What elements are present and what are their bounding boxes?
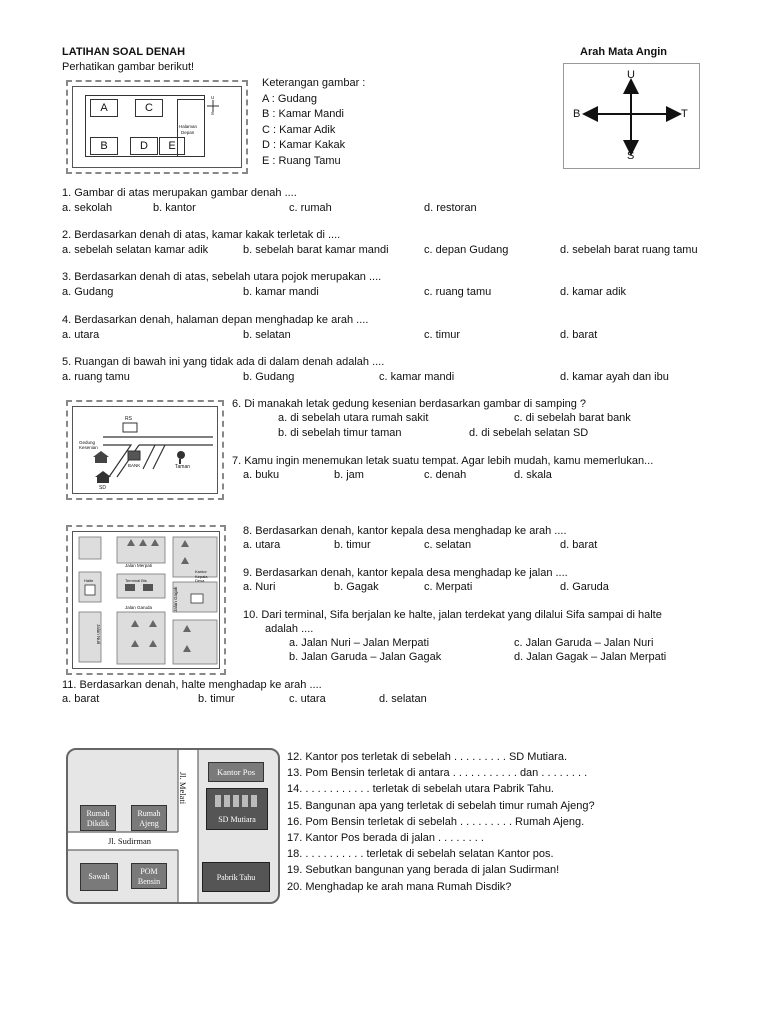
- option: c. denah: [424, 469, 467, 481]
- compass-north: U: [627, 69, 635, 81]
- page-title: LATIHAN SOAL DENAH: [62, 46, 186, 58]
- option: d. kamar ayah dan ibu: [560, 371, 669, 383]
- option: a. sekolah: [62, 202, 113, 214]
- garuda-road-label: Jalan Garuda: [125, 605, 153, 610]
- fill-question: 19. Sebutkan bangunan yang berada di jalan Sudirman!: [287, 864, 560, 877]
- fill-question: 14. . . . . . . . . . . . terletak di sebelah utara Pabrik Tahu.: [287, 783, 554, 796]
- option: a. sebelah selatan kamar adik: [62, 244, 209, 256]
- kantor-pos-building: Kantor Pos: [208, 762, 264, 782]
- question-10: 10. Dari terminal, Sifa berjalan ke halte, jalan terdekat yang dilalui Sifa sampai di halte: [243, 609, 662, 621]
- legend: [262, 76, 365, 169]
- village-blocks: [73, 532, 221, 670]
- rumah-dikdik-building: [80, 805, 116, 831]
- option: a. Nuri: [243, 581, 276, 593]
- option: b. Gudang: [243, 371, 295, 383]
- nuri-road-label: Jalan Nuri: [96, 624, 101, 645]
- compass-box: [563, 63, 700, 169]
- room-a: A: [90, 99, 118, 117]
- option: b. di sebelah timur taman: [278, 427, 402, 439]
- sd-mutiara-building: [206, 788, 268, 830]
- option: a. Jalan Nuri – Jalan Merpati: [289, 637, 430, 649]
- sd-mutiara-label: SD Mutiara: [218, 815, 256, 824]
- legend-title: Keterangan gambar :: [262, 77, 366, 89]
- rumah-dikdik-line: Rumah: [86, 809, 110, 818]
- rumah-ajeng-building: [131, 805, 167, 831]
- option: b. selatan: [243, 329, 291, 341]
- option: a. di sebelah utara rumah sakit: [278, 412, 429, 424]
- question-3: 3. Berdasarkan denah di atas, sebelah utara pojok merupakan ....: [62, 271, 382, 283]
- option: b. sebelah barat kamar mandi: [243, 244, 389, 256]
- fill-questions: [287, 749, 595, 895]
- pom-bensin-building: [131, 863, 167, 889]
- pom-bensin-line: Bensin: [137, 877, 161, 886]
- option: c. rumah: [289, 202, 332, 214]
- sawah-area: Sawah: [80, 863, 118, 891]
- fill-question: 18. . . . . . . . . . . terletak di sebelah selatan Kantor pos.: [287, 848, 554, 861]
- kantor-desa-line: Desa: [195, 578, 205, 583]
- option: d. selatan: [379, 693, 427, 705]
- jl-sudirman-label: Jl. Sudirman: [108, 836, 151, 846]
- legend-item: C : Kamar Adik: [262, 123, 336, 136]
- map2-bank-label: BANK: [128, 463, 141, 468]
- front-yard-label-1: Halaman: [179, 124, 198, 129]
- option: b. timur: [198, 693, 235, 705]
- option: a. utara: [62, 329, 100, 341]
- mini-compass-south: S: [211, 111, 215, 116]
- mini-compass-icon: [206, 100, 220, 112]
- option: c. Merpati: [424, 581, 473, 593]
- fill-question: 13. Pom Bensin terletak di antara . . . . . . . . . . . dan . . . . . . . .: [287, 767, 588, 780]
- option: c. depan Gudang: [424, 244, 509, 256]
- option: c. Jalan Garuda – Jalan Nuri: [514, 637, 654, 649]
- fill-question: 20. Menghadap ke arah mana Rumah Disdik?: [287, 880, 512, 893]
- question-4: 4. Berdasarkan denah, halaman depan menghadap ke arah ....: [62, 314, 369, 326]
- map2-taman-label: Taman: [175, 464, 191, 470]
- map2-rs-label: RS: [125, 416, 132, 422]
- option: c. kamar mandi: [379, 371, 455, 383]
- legend-item: A : Gudang: [262, 92, 318, 105]
- mini-compass-north: U: [211, 95, 215, 100]
- pom-bensin-line: POM: [140, 867, 158, 876]
- question-1: 1. Gambar di atas merupakan gambar denah ....: [62, 187, 297, 199]
- village-map: [66, 525, 226, 675]
- fill-question: 16. Pom Bensin terletak di sebelah . . . . . . . . . Rumah Ajeng.: [287, 815, 585, 828]
- rumah-dikdik-line: Dikdik: [86, 819, 110, 828]
- question-11: 11. Berdasarkan denah, halte menghadap ke arah ....: [62, 679, 322, 691]
- fill-question: 12. Kantor pos terletak di sebelah . . . . . . . . . SD Mutiara.: [287, 751, 568, 763]
- option: b. Jalan Garuda – Jalan Gagak: [289, 651, 442, 663]
- terminal-label: Terminal Bis: [125, 578, 147, 583]
- option: b. kantor: [153, 202, 196, 214]
- option: d. di sebelah selatan SD: [469, 427, 589, 439]
- option: a. Gudang: [62, 286, 114, 298]
- option: d. kamar adik: [560, 286, 627, 298]
- room-c: C: [135, 99, 163, 117]
- question-10-cont: adalah ....: [265, 623, 314, 635]
- kantor-desa-label: [195, 570, 207, 584]
- option: d. barat: [560, 539, 598, 551]
- fill-question: 15. Bangunan apa yang terletak di sebelah timur rumah Ajeng?: [287, 799, 595, 812]
- option: b. timur: [334, 539, 371, 551]
- option: b. kamar mandi: [243, 286, 319, 298]
- option: b. jam: [334, 469, 364, 481]
- school-windows: [215, 795, 259, 807]
- question-2: 2. Berdasarkan denah di atas, kamar kakak terletak di ....: [62, 229, 341, 241]
- halte-label: Halte: [84, 578, 94, 583]
- legend-item: B : Kamar Mandi: [262, 108, 344, 120]
- pabrik-tahu-label: Pabrik Tahu: [216, 873, 256, 882]
- town-roads: [73, 407, 219, 495]
- merpati-road-label: Jalan Merpati: [125, 563, 153, 568]
- neighborhood-map: [66, 748, 280, 904]
- compass-east: T: [681, 108, 688, 120]
- option: a. ruang tamu: [62, 371, 130, 383]
- jl-melati-label: Jl. Melati: [178, 772, 188, 805]
- map2-sd-label: SD: [99, 485, 106, 491]
- question-8: 8. Berdasarkan denah, kantor kepala desa menghadap ke arah ....: [243, 525, 567, 537]
- option: c. utara: [289, 693, 326, 705]
- option: c. timur: [424, 329, 461, 341]
- compass-south: S: [627, 150, 635, 162]
- map2-kesenian-line: Gedung: [79, 440, 96, 445]
- town-map: [66, 400, 224, 500]
- compass-title: Arah Mata Angin: [580, 46, 667, 58]
- compass-west: B: [573, 108, 581, 120]
- map2-kesenian-line: Kesenian: [79, 445, 98, 450]
- option: b. Gagak: [334, 581, 379, 593]
- option: a. barat: [62, 693, 100, 705]
- option: d. barat: [560, 329, 598, 341]
- option: d. restoran: [424, 202, 477, 214]
- question-5: 5. Ruangan di bawah ini yang tidak ada di dalam denah adalah ....: [62, 356, 385, 368]
- room-e: E: [159, 137, 185, 155]
- rumah-ajeng-line: Rumah: [137, 809, 161, 818]
- option: c. di sebelah barat bank: [514, 412, 631, 424]
- question-6: 6. Di manakah letak gedung kesenian berdasarkan gambar di samping ?: [232, 398, 587, 410]
- rumah-ajeng-line: Ajeng: [139, 819, 159, 828]
- pabrik-tahu-building: [202, 862, 270, 892]
- option: a. buku: [243, 469, 280, 481]
- house-floor-plan: [66, 80, 248, 174]
- option: c. ruang tamu: [424, 286, 492, 298]
- option: d. Garuda: [560, 581, 609, 593]
- room-d: D: [130, 137, 158, 155]
- kantor-desa-line: Kepala: [195, 573, 208, 579]
- kantor-desa-line: Kantor: [195, 569, 207, 574]
- fill-question: 17. Kantor Pos berada di jalan . . . . . . . .: [287, 832, 484, 845]
- front-yard: [177, 99, 205, 157]
- question-9: 9. Berdasarkan denah, kantor kepala desa menghadap ke jalan ....: [243, 567, 568, 579]
- question-7: 7. Kamu ingin menemukan letak suatu tempat. Agar lebih mudah, kamu memerlukan...: [232, 455, 654, 467]
- option: c. selatan: [424, 539, 472, 551]
- front-yard-label-2: Depan: [181, 130, 195, 135]
- gagak-road-label: Jalan Gagak: [173, 586, 178, 612]
- room-b: B: [90, 137, 118, 155]
- option: a. utara: [243, 539, 281, 551]
- legend-item: E : Ruang Tamu: [262, 154, 341, 167]
- intro-text: Perhatikan gambar berikut!: [62, 61, 195, 73]
- map2-kesenian-label: [79, 440, 98, 450]
- option: d. Jalan Gagak – Jalan Merpati: [514, 651, 667, 663]
- option: d. sebelah barat ruang tamu: [560, 244, 698, 256]
- legend-item: D : Kamar Kakak: [262, 139, 346, 151]
- option: d. skala: [514, 469, 552, 481]
